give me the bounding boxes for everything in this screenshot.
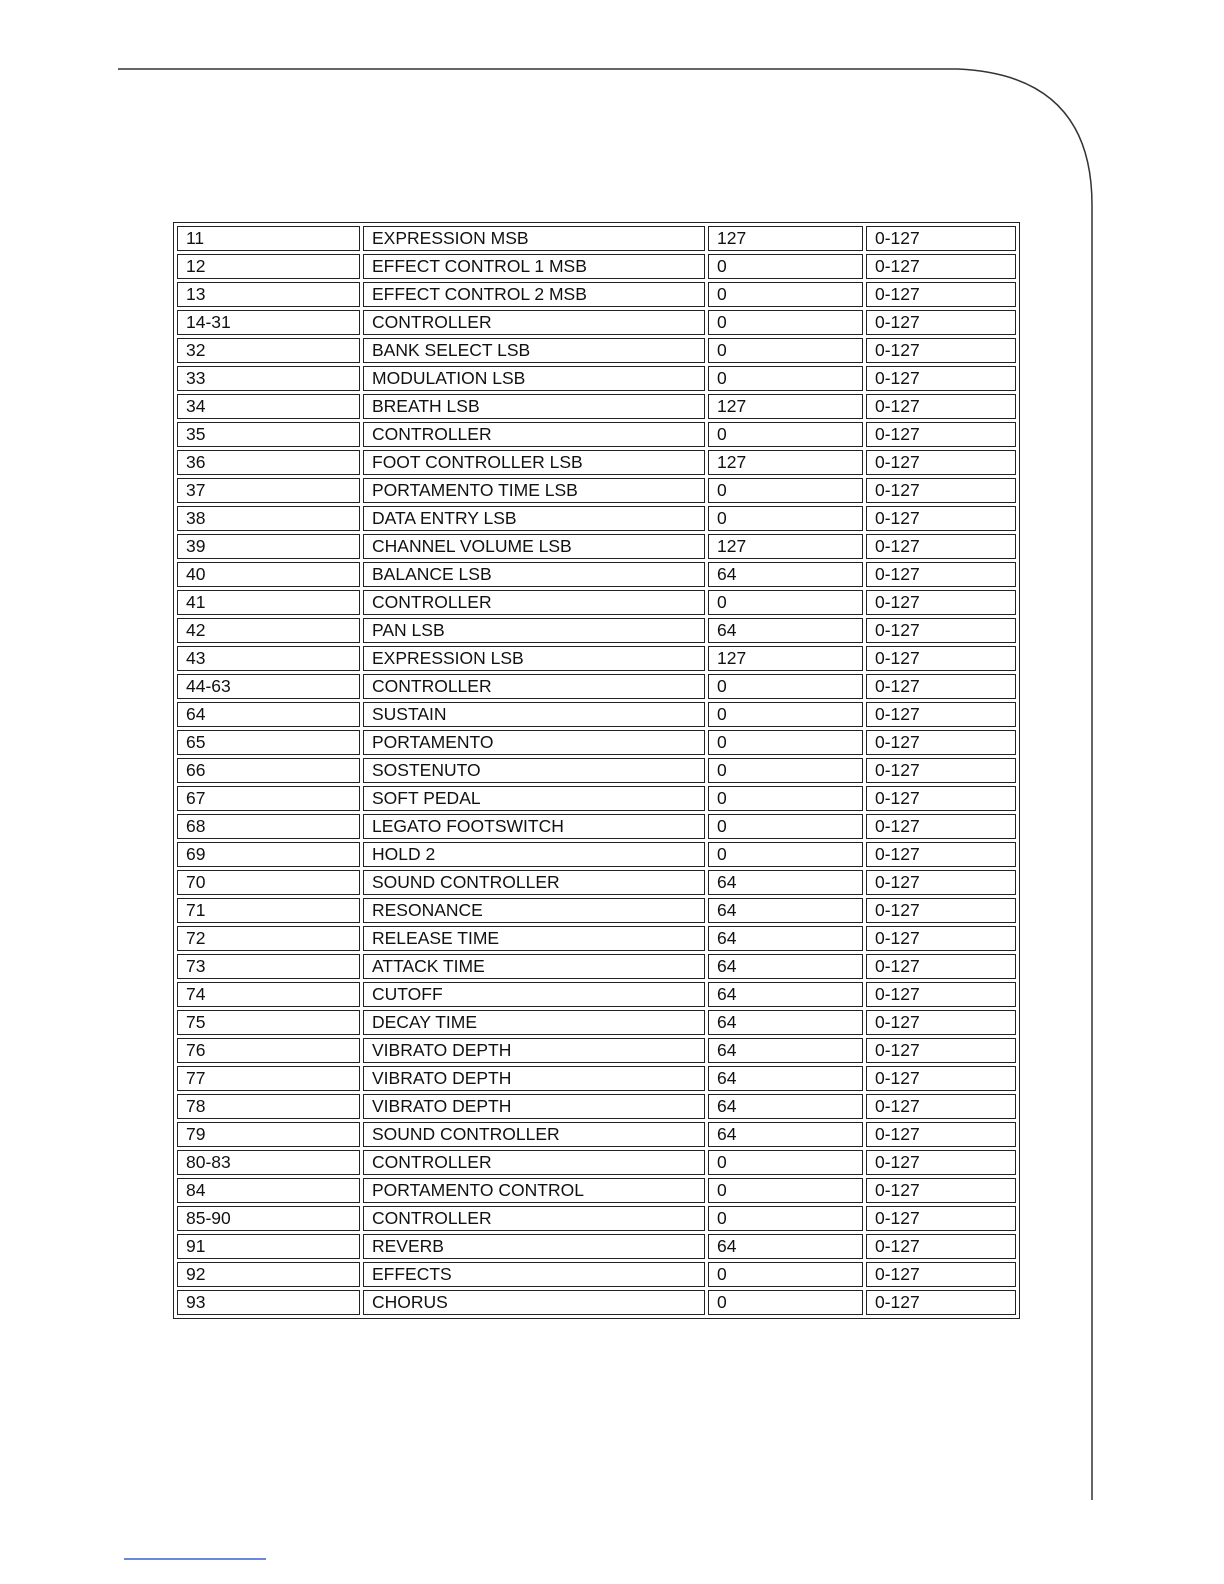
default-value-cell: 64 xyxy=(708,926,863,951)
controller-number-cell: 64 xyxy=(177,702,360,727)
default-value-cell: 0 xyxy=(708,1206,863,1231)
value-range-cell: 0-127 xyxy=(866,1262,1016,1287)
table-row xyxy=(177,618,1016,643)
controller-name-cell: EFFECTS xyxy=(363,1262,705,1287)
table-row xyxy=(177,478,1016,503)
value-range-cell: 0-127 xyxy=(866,1094,1016,1119)
table-row xyxy=(177,506,1016,531)
value-range-cell: 0-127 xyxy=(866,982,1016,1007)
controller-name-cell: PORTAMENTO TIME LSB xyxy=(363,478,705,503)
default-value-cell: 0 xyxy=(708,674,863,699)
value-range-cell: 0-127 xyxy=(866,422,1016,447)
controller-name-cell: BREATH LSB xyxy=(363,394,705,419)
table-row xyxy=(177,310,1016,335)
controller-name-cell: MODULATION LSB xyxy=(363,366,705,391)
midi-controller-table xyxy=(173,222,1020,1319)
value-range-cell: 0-127 xyxy=(866,926,1016,951)
controller-name-cell: ATTACK TIME xyxy=(363,954,705,979)
controller-number-cell: 42 xyxy=(177,618,360,643)
controller-name-cell: SOSTENUTO xyxy=(363,758,705,783)
value-range-cell: 0-127 xyxy=(866,254,1016,279)
default-value-cell: 0 xyxy=(708,590,863,615)
controller-number-cell: 43 xyxy=(177,646,360,671)
controller-name-cell: CONTROLLER xyxy=(363,674,705,699)
controller-number-cell: 91 xyxy=(177,1234,360,1259)
table-row xyxy=(177,226,1016,251)
controller-name-cell: PAN LSB xyxy=(363,618,705,643)
table-row xyxy=(177,254,1016,279)
table-row xyxy=(177,1262,1016,1287)
default-value-cell: 64 xyxy=(708,870,863,895)
controller-name-cell: SUSTAIN xyxy=(363,702,705,727)
value-range-cell: 0-127 xyxy=(866,954,1016,979)
default-value-cell: 64 xyxy=(708,1066,863,1091)
controller-name-cell: EFFECT CONTROL 1 MSB xyxy=(363,254,705,279)
table-row xyxy=(177,450,1016,475)
default-value-cell: 64 xyxy=(708,1010,863,1035)
default-value-cell: 0 xyxy=(708,1178,863,1203)
value-range-cell: 0-127 xyxy=(866,506,1016,531)
value-range-cell: 0-127 xyxy=(866,786,1016,811)
controller-name-cell: CHORUS xyxy=(363,1290,705,1315)
value-range-cell: 0-127 xyxy=(866,226,1016,251)
value-range-cell: 0-127 xyxy=(866,562,1016,587)
default-value-cell: 64 xyxy=(708,1122,863,1147)
controller-number-cell: 70 xyxy=(177,870,360,895)
table-row xyxy=(177,758,1016,783)
default-value-cell: 0 xyxy=(708,730,863,755)
value-range-cell: 0-127 xyxy=(866,870,1016,895)
controller-name-cell: DECAY TIME xyxy=(363,1010,705,1035)
value-range-cell: 0-127 xyxy=(866,1234,1016,1259)
default-value-cell: 64 xyxy=(708,898,863,923)
controller-name-cell: CUTOFF xyxy=(363,982,705,1007)
default-value-cell: 0 xyxy=(708,478,863,503)
controller-number-cell: 69 xyxy=(177,842,360,867)
controller-name-cell: PORTAMENTO CONTROL xyxy=(363,1178,705,1203)
value-range-cell: 0-127 xyxy=(866,1010,1016,1035)
table-row xyxy=(177,422,1016,447)
value-range-cell: 0-127 xyxy=(866,1122,1016,1147)
default-value-cell: 127 xyxy=(708,226,863,251)
table-row xyxy=(177,1010,1016,1035)
value-range-cell: 0-127 xyxy=(866,898,1016,923)
value-range-cell: 0-127 xyxy=(866,1290,1016,1315)
controller-name-cell: VIBRATO DEPTH xyxy=(363,1094,705,1119)
controller-name-cell: EXPRESSION LSB xyxy=(363,646,705,671)
value-range-cell: 0-127 xyxy=(866,590,1016,615)
default-value-cell: 0 xyxy=(708,338,863,363)
value-range-cell: 0-127 xyxy=(866,1066,1016,1091)
table-row xyxy=(177,786,1016,811)
table-row xyxy=(177,730,1016,755)
value-range-cell: 0-127 xyxy=(866,702,1016,727)
controller-number-cell: 12 xyxy=(177,254,360,279)
table-row xyxy=(177,590,1016,615)
controller-number-cell: 11 xyxy=(177,226,360,251)
value-range-cell: 0-127 xyxy=(866,282,1016,307)
value-range-cell: 0-127 xyxy=(866,1178,1016,1203)
value-range-cell: 0-127 xyxy=(866,842,1016,867)
value-range-cell: 0-127 xyxy=(866,1206,1016,1231)
controller-name-cell: EFFECT CONTROL 2 MSB xyxy=(363,282,705,307)
controller-number-cell: 73 xyxy=(177,954,360,979)
controller-number-cell: 40 xyxy=(177,562,360,587)
value-range-cell: 0-127 xyxy=(866,534,1016,559)
controller-number-cell: 77 xyxy=(177,1066,360,1091)
controller-number-cell: 13 xyxy=(177,282,360,307)
controller-number-cell: 66 xyxy=(177,758,360,783)
controller-name-cell: VIBRATO DEPTH xyxy=(363,1038,705,1063)
value-range-cell: 0-127 xyxy=(866,450,1016,475)
value-range-cell: 0-127 xyxy=(866,1038,1016,1063)
default-value-cell: 0 xyxy=(708,814,863,839)
default-value-cell: 64 xyxy=(708,1038,863,1063)
controller-name-cell: CHANNEL VOLUME LSB xyxy=(363,534,705,559)
controller-name-cell: CONTROLLER xyxy=(363,1206,705,1231)
controller-name-cell: CONTROLLER xyxy=(363,590,705,615)
table-row xyxy=(177,674,1016,699)
table-row xyxy=(177,926,1016,951)
controller-number-cell: 92 xyxy=(177,1262,360,1287)
controller-number-cell: 35 xyxy=(177,422,360,447)
default-value-cell: 0 xyxy=(708,1262,863,1287)
controller-number-cell: 74 xyxy=(177,982,360,1007)
controller-number-cell: 72 xyxy=(177,926,360,951)
controller-number-cell: 79 xyxy=(177,1122,360,1147)
value-range-cell: 0-127 xyxy=(866,394,1016,419)
controller-number-cell: 67 xyxy=(177,786,360,811)
table-row xyxy=(177,870,1016,895)
controller-name-cell: VIBRATO DEPTH xyxy=(363,1066,705,1091)
controller-name-cell: BALANCE LSB xyxy=(363,562,705,587)
value-range-cell: 0-127 xyxy=(866,674,1016,699)
default-value-cell: 0 xyxy=(708,422,863,447)
controller-number-cell: 32 xyxy=(177,338,360,363)
table-row xyxy=(177,394,1016,419)
default-value-cell: 0 xyxy=(708,842,863,867)
controller-name-cell: LEGATO FOOTSWITCH xyxy=(363,814,705,839)
controller-number-cell: 84 xyxy=(177,1178,360,1203)
value-range-cell: 0-127 xyxy=(866,478,1016,503)
controller-number-cell: 76 xyxy=(177,1038,360,1063)
default-value-cell: 0 xyxy=(708,1150,863,1175)
table-row xyxy=(177,1290,1016,1315)
controller-number-cell: 39 xyxy=(177,534,360,559)
default-value-cell: 0 xyxy=(708,786,863,811)
controller-number-cell: 14-31 xyxy=(177,310,360,335)
controller-number-cell: 68 xyxy=(177,814,360,839)
default-value-cell: 64 xyxy=(708,982,863,1007)
table-row xyxy=(177,534,1016,559)
controller-name-cell: CONTROLLER xyxy=(363,422,705,447)
table-body xyxy=(177,226,1016,1315)
controller-name-cell: HOLD 2 xyxy=(363,842,705,867)
table-row xyxy=(177,1150,1016,1175)
default-value-cell: 64 xyxy=(708,1234,863,1259)
default-value-cell: 0 xyxy=(708,506,863,531)
table-row xyxy=(177,814,1016,839)
controller-name-cell: REVERB xyxy=(363,1234,705,1259)
value-range-cell: 0-127 xyxy=(866,338,1016,363)
controller-number-cell: 33 xyxy=(177,366,360,391)
value-range-cell: 0-127 xyxy=(866,366,1016,391)
default-value-cell: 0 xyxy=(708,282,863,307)
default-value-cell: 64 xyxy=(708,1094,863,1119)
controller-name-cell: CONTROLLER xyxy=(363,1150,705,1175)
controller-name-cell: SOUND CONTROLLER xyxy=(363,870,705,895)
table-row xyxy=(177,1122,1016,1147)
table-row xyxy=(177,338,1016,363)
controller-name-cell: SOFT PEDAL xyxy=(363,786,705,811)
default-value-cell: 0 xyxy=(708,758,863,783)
table-row xyxy=(177,1234,1016,1259)
value-range-cell: 0-127 xyxy=(866,310,1016,335)
table-row xyxy=(177,898,1016,923)
table-row xyxy=(177,562,1016,587)
default-value-cell: 64 xyxy=(708,954,863,979)
controller-number-cell: 85-90 xyxy=(177,1206,360,1231)
value-range-cell: 0-127 xyxy=(866,1150,1016,1175)
controller-number-cell: 37 xyxy=(177,478,360,503)
value-range-cell: 0-127 xyxy=(866,814,1016,839)
controller-number-cell: 44-63 xyxy=(177,674,360,699)
default-value-cell: 64 xyxy=(708,618,863,643)
table-row xyxy=(177,1094,1016,1119)
controller-number-cell: 65 xyxy=(177,730,360,755)
controller-name-cell: SOUND CONTROLLER xyxy=(363,1122,705,1147)
controller-number-cell: 75 xyxy=(177,1010,360,1035)
controller-name-cell: RESONANCE xyxy=(363,898,705,923)
controller-name-cell: FOOT CONTROLLER LSB xyxy=(363,450,705,475)
table-row xyxy=(177,1066,1016,1091)
table-row xyxy=(177,842,1016,867)
table-row xyxy=(177,1038,1016,1063)
controller-name-cell: BANK SELECT LSB xyxy=(363,338,705,363)
table-row xyxy=(177,702,1016,727)
controller-name-cell: PORTAMENTO xyxy=(363,730,705,755)
controller-name-cell: RELEASE TIME xyxy=(363,926,705,951)
table-row xyxy=(177,282,1016,307)
controller-number-cell: 80-83 xyxy=(177,1150,360,1175)
controller-name-cell: EXPRESSION MSB xyxy=(363,226,705,251)
controller-number-cell: 36 xyxy=(177,450,360,475)
controller-number-cell: 71 xyxy=(177,898,360,923)
default-value-cell: 0 xyxy=(708,366,863,391)
default-value-cell: 127 xyxy=(708,646,863,671)
default-value-cell: 127 xyxy=(708,450,863,475)
default-value-cell: 64 xyxy=(708,562,863,587)
controller-number-cell: 34 xyxy=(177,394,360,419)
table-row xyxy=(177,366,1016,391)
default-value-cell: 0 xyxy=(708,254,863,279)
controller-number-cell: 93 xyxy=(177,1290,360,1315)
default-value-cell: 0 xyxy=(708,310,863,335)
default-value-cell: 0 xyxy=(708,702,863,727)
table-row xyxy=(177,1178,1016,1203)
default-value-cell: 127 xyxy=(708,534,863,559)
controller-number-cell: 38 xyxy=(177,506,360,531)
value-range-cell: 0-127 xyxy=(866,730,1016,755)
value-range-cell: 0-127 xyxy=(866,618,1016,643)
table-row xyxy=(177,982,1016,1007)
value-range-cell: 0-127 xyxy=(866,646,1016,671)
table-row xyxy=(177,1206,1016,1231)
default-value-cell: 127 xyxy=(708,394,863,419)
controller-number-cell: 41 xyxy=(177,590,360,615)
value-range-cell: 0-127 xyxy=(866,758,1016,783)
table-row xyxy=(177,954,1016,979)
controller-name-cell: DATA ENTRY LSB xyxy=(363,506,705,531)
default-value-cell: 0 xyxy=(708,1290,863,1315)
controller-name-cell: CONTROLLER xyxy=(363,310,705,335)
controller-number-cell: 78 xyxy=(177,1094,360,1119)
table-row xyxy=(177,646,1016,671)
